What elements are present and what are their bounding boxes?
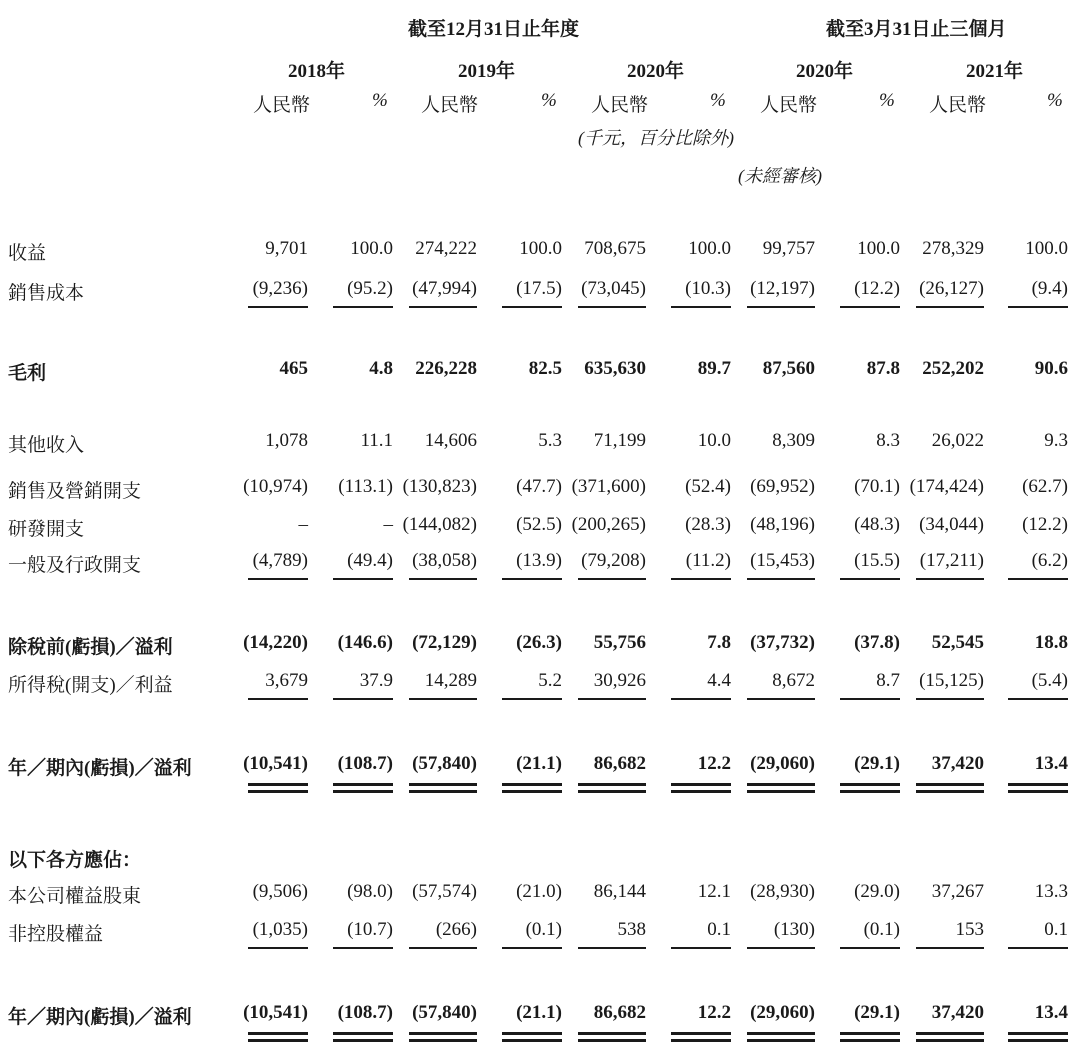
cell-value: (10,541) <box>243 1002 308 1023</box>
cell-value: (29.1) <box>854 1002 900 1023</box>
cell-value: (10,541) <box>243 753 308 774</box>
subtotal-underline <box>409 698 477 700</box>
header-group-fy: 截至12月31日止年度 <box>408 19 580 40</box>
cell-value: 87,560 <box>762 358 815 379</box>
cell-value: (37.8) <box>854 632 900 653</box>
subtotal-underline <box>840 306 900 308</box>
cell-value: (6.2) <box>1031 550 1068 571</box>
cell-value: (28,930) <box>750 881 815 902</box>
cell-value: 9,701 <box>265 238 308 259</box>
total-double-underline <box>916 1032 984 1042</box>
year-2020-3m: 2020年 <box>796 61 854 82</box>
cell-value: (9.4) <box>1031 278 1068 299</box>
subtotal-underline <box>409 306 477 308</box>
subtotal-underline <box>747 698 815 700</box>
cell-value: 635,630 <box>584 358 646 379</box>
subtotal-underline <box>578 698 646 700</box>
subtotal-underline <box>333 578 393 580</box>
cell-value: 71,199 <box>593 430 646 451</box>
cell-value: (108.7) <box>337 1002 393 1023</box>
cell-value: 14,289 <box>424 670 477 691</box>
cell-value: 90.6 <box>1034 358 1068 379</box>
percent-label: % <box>372 90 388 111</box>
year-2018: 2018年 <box>288 61 346 82</box>
subtotal-underline <box>333 698 393 700</box>
row-label: 研發開支 <box>8 519 85 540</box>
cell-value: 8,672 <box>772 670 815 691</box>
subtotal-underline <box>502 947 562 949</box>
cell-value: (130) <box>773 919 815 940</box>
cell-value: (37,732) <box>750 632 815 653</box>
cell-value: (5.4) <box>1031 670 1068 691</box>
total-double-underline <box>1008 783 1068 793</box>
cell-value: (79,208) <box>581 550 646 571</box>
cell-value: (15,125) <box>919 670 984 691</box>
cell-value: 13.4 <box>1034 753 1068 774</box>
cell-value: (34,044) <box>919 514 984 535</box>
subtotal-underline <box>747 947 815 949</box>
cell-value: (38,058) <box>412 550 477 571</box>
cell-value: (17.5) <box>516 278 562 299</box>
currency-label: 人民幣 <box>760 95 818 116</box>
subtotal-underline <box>916 947 984 949</box>
cell-value: (371,600) <box>571 476 646 497</box>
subtotal-underline <box>671 306 731 308</box>
cell-value: 30,926 <box>593 670 646 691</box>
cell-value: 86,144 <box>593 881 646 902</box>
cell-value: (29.1) <box>854 753 900 774</box>
cell-value: (21.1) <box>516 753 562 774</box>
currency-label: 人民幣 <box>421 95 479 116</box>
cell-value: (26.3) <box>516 632 562 653</box>
row-label: 銷售及營銷開支 <box>8 481 142 502</box>
percent-label: % <box>710 90 726 111</box>
cell-value: 226,228 <box>415 358 477 379</box>
cell-value: (15.5) <box>854 550 900 571</box>
subtotal-underline <box>578 306 646 308</box>
cell-value: (70.1) <box>854 476 900 497</box>
row-label: 本公司權益股東 <box>8 886 142 907</box>
unit-note: (千元，百分比除外) <box>578 128 734 148</box>
cell-value: 8,309 <box>772 430 815 451</box>
subtotal-underline <box>671 578 731 580</box>
cell-value: 278,329 <box>922 238 984 259</box>
cell-value: (48.3) <box>854 514 900 535</box>
subtotal-underline <box>409 578 477 580</box>
cell-value: (113.1) <box>338 476 393 497</box>
subtotal-underline <box>502 698 562 700</box>
cell-value: 100.0 <box>688 238 731 259</box>
cell-value: 18.8 <box>1034 632 1068 653</box>
subtotal-underline <box>502 306 562 308</box>
total-double-underline <box>333 1032 393 1042</box>
total-double-underline <box>502 1032 562 1042</box>
total-double-underline <box>409 1032 477 1042</box>
subtotal-underline <box>409 947 477 949</box>
cell-value: (57,574) <box>412 881 477 902</box>
subtotal-underline <box>916 306 984 308</box>
total-double-underline <box>578 1032 646 1042</box>
cell-value: (29,060) <box>750 753 815 774</box>
row-label: 年／期內(虧損)／溢利 <box>8 758 192 779</box>
subtotal-underline <box>840 947 900 949</box>
cell-value: (52.4) <box>685 476 731 497</box>
cell-value: 9.3 <box>1044 430 1068 451</box>
row-label: 年／期內(虧損)／溢利 <box>8 1007 192 1028</box>
total-double-underline <box>502 783 562 793</box>
cell-value: (29.0) <box>854 881 900 902</box>
cell-value: 12.2 <box>697 1002 731 1023</box>
subtotal-underline <box>1008 306 1068 308</box>
cell-value: 12.2 <box>697 753 731 774</box>
cell-value: 55,756 <box>593 632 646 653</box>
unaudited-note: (未經審核) <box>738 166 822 186</box>
cell-value: 465 <box>279 358 308 379</box>
percent-label: % <box>541 90 557 111</box>
cell-value: (57,840) <box>412 753 477 774</box>
total-double-underline <box>840 783 900 793</box>
total-double-underline <box>578 783 646 793</box>
subtotal-underline <box>333 947 393 949</box>
subtotal-underline <box>671 947 731 949</box>
total-double-underline <box>333 783 393 793</box>
total-double-underline <box>840 1032 900 1042</box>
row-label: 所得稅(開支)／利益 <box>8 675 173 696</box>
cell-value: (48,196) <box>750 514 815 535</box>
cell-value: (49.4) <box>347 550 393 571</box>
cell-value: (29,060) <box>750 1002 815 1023</box>
subtotal-underline <box>248 578 308 580</box>
cell-value: 13.3 <box>1034 881 1068 902</box>
row-label: 以下各方應佔： <box>8 850 142 871</box>
cell-value: 86,682 <box>593 1002 646 1023</box>
year-2020-fy: 2020年 <box>627 61 685 82</box>
subtotal-underline <box>747 306 815 308</box>
cell-value: (47,994) <box>412 278 477 299</box>
subtotal-underline <box>1008 698 1068 700</box>
subtotal-underline <box>1008 947 1068 949</box>
cell-value: 252,202 <box>922 358 984 379</box>
cell-value: (28.3) <box>685 514 731 535</box>
cell-value: (11.2) <box>685 550 731 571</box>
cell-value: (266) <box>435 919 477 940</box>
cell-value: (146.6) <box>337 632 393 653</box>
cell-value: (17,211) <box>919 550 984 571</box>
subtotal-underline <box>502 578 562 580</box>
cell-value: 4.8 <box>369 358 393 379</box>
cell-value: (0.1) <box>863 919 900 940</box>
cell-value: (72,129) <box>412 632 477 653</box>
cell-value: (13.9) <box>516 550 562 571</box>
cell-value: 14,606 <box>424 430 477 451</box>
cell-value: 153 <box>955 919 984 940</box>
total-double-underline <box>747 783 815 793</box>
cell-value: (21.1) <box>516 1002 562 1023</box>
total-double-underline <box>671 783 731 793</box>
cell-value: 52,545 <box>931 632 984 653</box>
cell-value: 86,682 <box>593 753 646 774</box>
cell-value: 4.4 <box>707 670 731 691</box>
cell-value: 11.1 <box>360 430 393 451</box>
cell-value: (10.3) <box>685 278 731 299</box>
cell-value: (21.0) <box>516 881 562 902</box>
cell-value: (174,424) <box>909 476 984 497</box>
subtotal-underline <box>671 698 731 700</box>
cell-value: 5.2 <box>538 670 562 691</box>
cell-value: 100.0 <box>519 238 562 259</box>
cell-value: 89.7 <box>697 358 731 379</box>
currency-label: 人民幣 <box>929 95 987 116</box>
row-label: 其他收入 <box>8 435 85 456</box>
percent-label: % <box>879 90 895 111</box>
subtotal-underline <box>916 698 984 700</box>
total-double-underline <box>916 783 984 793</box>
row-label: 毛利 <box>8 363 47 384</box>
cell-value: – <box>383 514 393 535</box>
subtotal-underline <box>840 578 900 580</box>
cell-value: (47.7) <box>516 476 562 497</box>
subtotal-underline <box>248 698 308 700</box>
cell-value: 13.4 <box>1034 1002 1068 1023</box>
cell-value: (14,220) <box>243 632 308 653</box>
cell-value: (95.2) <box>347 278 393 299</box>
cell-value: 0.1 <box>1044 919 1068 940</box>
cell-value: (10,974) <box>243 476 308 497</box>
cell-value: 708,675 <box>584 238 646 259</box>
cell-value: (12,197) <box>750 278 815 299</box>
subtotal-underline <box>248 306 308 308</box>
total-double-underline <box>1008 1032 1068 1042</box>
cell-value: (52.5) <box>516 514 562 535</box>
subtotal-underline <box>578 578 646 580</box>
cell-value: 1,078 <box>265 430 308 451</box>
total-double-underline <box>747 1032 815 1042</box>
cell-value: (98.0) <box>347 881 393 902</box>
subtotal-underline <box>1008 578 1068 580</box>
cell-value: 82.5 <box>528 358 562 379</box>
cell-value: 87.8 <box>866 358 900 379</box>
cell-value: 8.7 <box>876 670 900 691</box>
cell-value: 3,679 <box>265 670 308 691</box>
cell-value: 37,420 <box>931 1002 984 1023</box>
subtotal-underline <box>333 306 393 308</box>
cell-value: 8.3 <box>876 430 900 451</box>
total-double-underline <box>248 783 308 793</box>
year-2019: 2019年 <box>458 61 516 82</box>
row-label: 銷售成本 <box>8 283 85 304</box>
cell-value: (130,823) <box>402 476 477 497</box>
cell-value: 26,022 <box>931 430 984 451</box>
cell-value: (57,840) <box>412 1002 477 1023</box>
cell-value: (15,453) <box>750 550 815 571</box>
cell-value: 12.1 <box>697 881 731 902</box>
cell-value: 7.8 <box>707 632 731 653</box>
cell-value: (73,045) <box>581 278 646 299</box>
header-group-3m: 截至3月31日止三個月 <box>826 19 1007 40</box>
cell-value: (69,952) <box>750 476 815 497</box>
subtotal-underline <box>578 947 646 949</box>
total-double-underline <box>671 1032 731 1042</box>
subtotal-underline <box>840 698 900 700</box>
cell-value: (144,082) <box>402 514 477 535</box>
cell-value: 100.0 <box>350 238 393 259</box>
cell-value: 100.0 <box>857 238 900 259</box>
cell-value: 37,267 <box>931 881 984 902</box>
cell-value: (1,035) <box>252 919 308 940</box>
cell-value: (62.7) <box>1022 476 1068 497</box>
cell-value: (108.7) <box>337 753 393 774</box>
cell-value: (0.1) <box>525 919 562 940</box>
cell-value: 99,757 <box>762 238 815 259</box>
cell-value: 5.3 <box>538 430 562 451</box>
currency-label: 人民幣 <box>591 95 649 116</box>
cell-value: (10.7) <box>347 919 393 940</box>
percent-label: % <box>1047 90 1063 111</box>
cell-value: (9,236) <box>252 278 308 299</box>
cell-value: – <box>298 514 308 535</box>
row-label: 一般及行政開支 <box>8 555 142 576</box>
year-2021-3m: 2021年 <box>966 61 1024 82</box>
row-label: 除稅前(虧損)／溢利 <box>8 637 173 658</box>
currency-label: 人民幣 <box>253 95 311 116</box>
row-label: 非控股權益 <box>8 924 104 945</box>
cell-value: 274,222 <box>415 238 477 259</box>
total-double-underline <box>409 783 477 793</box>
cell-value: (9,506) <box>252 881 308 902</box>
cell-value: 538 <box>617 919 646 940</box>
subtotal-underline <box>916 578 984 580</box>
cell-value: 0.1 <box>707 919 731 940</box>
cell-value: (12.2) <box>854 278 900 299</box>
cell-value: (12.2) <box>1022 514 1068 535</box>
cell-value: 37,420 <box>931 753 984 774</box>
row-label: 收益 <box>8 243 47 264</box>
cell-value: 10.0 <box>697 430 731 451</box>
cell-value: 37.9 <box>359 670 393 691</box>
subtotal-underline <box>248 947 308 949</box>
cell-value: (26,127) <box>919 278 984 299</box>
cell-value: (4,789) <box>252 550 308 571</box>
total-double-underline <box>248 1032 308 1042</box>
cell-value: (200,265) <box>571 514 646 535</box>
cell-value: 100.0 <box>1025 238 1068 259</box>
subtotal-underline <box>747 578 815 580</box>
